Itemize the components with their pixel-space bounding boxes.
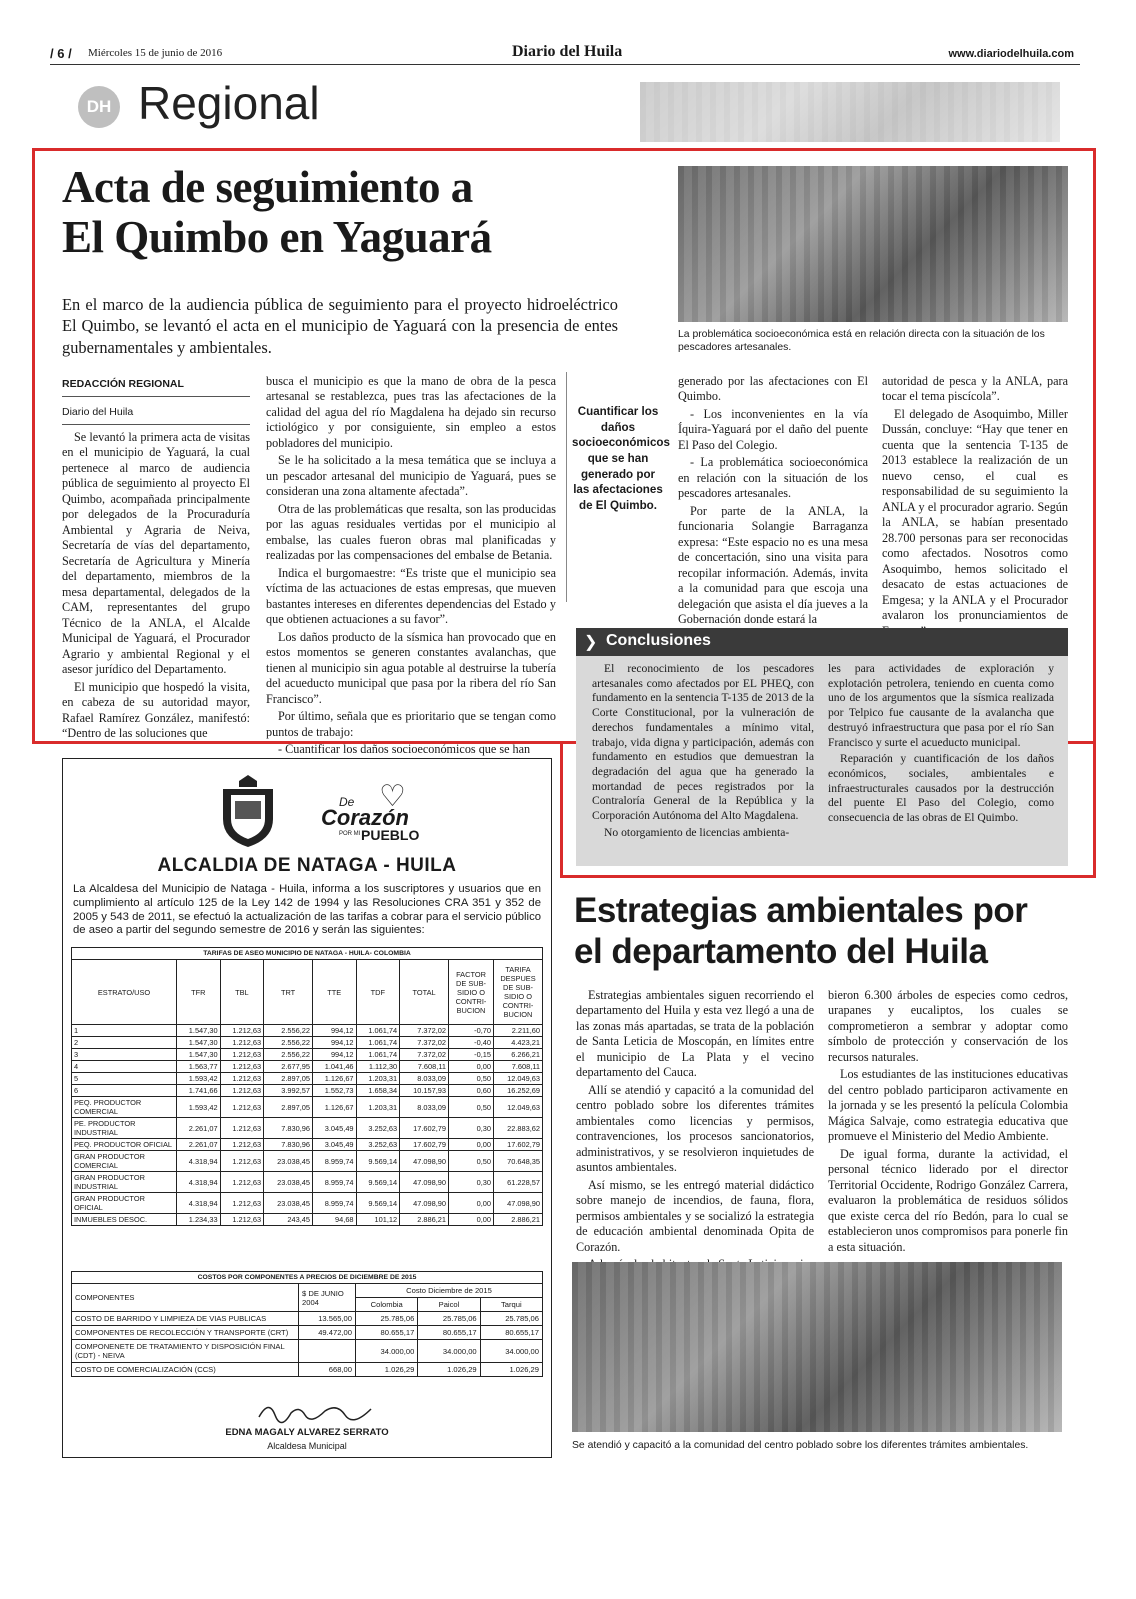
table-cell: 1.061,74: [356, 1025, 400, 1037]
column-header: TOTAL: [400, 960, 449, 1025]
table-cell: 1.212,63: [220, 1073, 264, 1085]
table-cell: 0,50: [449, 1151, 494, 1172]
table-cell: 23.038,45: [264, 1193, 313, 1214]
costos-title: COSTOS POR COMPONENTES A PRECIOS DE DICIEMBRE DE 2015: [71, 1271, 543, 1283]
table-cell: 994,12: [312, 1037, 356, 1049]
table-cell: 994,12: [312, 1049, 356, 1061]
column-header: TARIFA DESPUES DE SUB-SIDIO O CONTRI-BUCION: [494, 960, 543, 1025]
paragraph: No otorgamiento de licencias ambienta-: [604, 825, 790, 839]
page-header: [50, 44, 1080, 65]
column-header: $ DE JUNIO 2004: [299, 1284, 356, 1312]
paragraph: Otra de las problemáticas que resalta, son las producidas por las aguas residuales vertidas por el municipio al embalse, las cuales fueron obras mal planificadas y realizadas por las compensaciones del embalse de Betania.: [266, 501, 556, 563]
table-row: [72, 1214, 543, 1226]
conclusions-title: Conclusiones: [606, 632, 711, 649]
table-cell: 1.212,63: [220, 1118, 264, 1139]
paragraph: Estrategias ambientales siguen recorriendo el departamento del Huila y esta vez llegó a una de las zonas más apartadas, se trata de la población de Santa Leticia de Moscopán, en límites entre el municipio de La Plata y el vecino departamento del Cauca.: [576, 988, 814, 1080]
table-cell: 0,30: [449, 1172, 494, 1193]
column-header: COMPONENTES: [72, 1284, 299, 1312]
table-cell: GRAN PRODUCTOR OFICIAL: [72, 1193, 177, 1214]
table-cell: 8.959,74: [312, 1193, 356, 1214]
article-acta-col1: [62, 430, 250, 744]
table-cell: GRAN PRODUCTOR COMERCIAL: [72, 1151, 177, 1172]
table-cell: 7.830,96: [264, 1118, 313, 1139]
tarifas-title: TARIFAS DE ASEO MUNICIPIO DE NATAGA - HUILA- COLOMBIA: [71, 947, 543, 959]
table-cell: 0,00: [449, 1214, 494, 1226]
paragraph: Por parte de la ANLA, la funcionaria Solangie Barraganza expresa: “Este espacio no es una mesa de concertación, sino una visita para recopilar información. Además, invita a la comunidad para que escoja una delegación que asista el día jueves a la Gobernación donde estará la: [678, 503, 868, 627]
table-cell: 4.318,94: [177, 1172, 221, 1193]
article-estrategias-title-line2: el departamento del Huila: [574, 932, 988, 972]
table-row: [72, 1025, 543, 1037]
table-cell: 2.556,22: [264, 1037, 313, 1049]
column-header: TDF: [356, 960, 400, 1025]
table-cell: 9.569,14: [356, 1151, 400, 1172]
table-row: [72, 1073, 543, 1085]
table-cell: 70.648,35: [494, 1151, 543, 1172]
costos-table: [71, 1283, 543, 1377]
table-cell: 101,12: [356, 1214, 400, 1226]
table-cell: 17.602,79: [494, 1139, 543, 1151]
table-cell: 0,50: [449, 1097, 494, 1118]
table-cell: 3.252,63: [356, 1118, 400, 1139]
table-row: [72, 1097, 543, 1118]
table-cell: 1.552,73: [312, 1085, 356, 1097]
table-row: [72, 1326, 543, 1340]
table-cell: 1.212,63: [220, 1049, 264, 1061]
chevron-right-icon: ❯: [584, 634, 598, 651]
table-cell: 1.212,63: [220, 1097, 264, 1118]
ad-intro: La Alcaldesa del Municipio de Nataga - Huila, informa a los suscriptores y usuarios que en cumplimiento al artículo 125 de la Ley 142 de 1994 y las Resoluciones CRA 351 y 352 de 2005 y 543 de 2011, se efectuó la actualización de las tarifas a cobrar para el servicio público de aseo a partir del segundo semestre de 2016 y serán las siguientes:: [73, 883, 541, 937]
table-cell: -0,40: [449, 1037, 494, 1049]
table-cell: 1.112,30: [356, 1061, 400, 1073]
table-cell: 2.886,21: [494, 1214, 543, 1226]
table-cell: 2.261,07: [177, 1118, 221, 1139]
table-cell: 8.959,74: [312, 1151, 356, 1172]
table-cell: 1.212,63: [220, 1151, 264, 1172]
column-header: TFR: [177, 960, 221, 1025]
table-cell: 7.372,02: [400, 1025, 449, 1037]
table-cell: 16.252,69: [494, 1085, 543, 1097]
article-estrategias-col2: [828, 988, 1068, 1257]
table-row: [72, 1312, 543, 1326]
brand-de: De: [339, 795, 355, 809]
table-cell: 17.602,79: [400, 1118, 449, 1139]
article-acta-title-line2: El Quimbo en Yaguará: [62, 212, 492, 263]
column-header: TTE: [312, 960, 356, 1025]
table-cell: GRAN PRODUCTOR INDUSTRIAL: [72, 1172, 177, 1193]
article-acta-title-line1: Acta de seguimiento a: [62, 162, 473, 212]
table-cell: 2.556,22: [264, 1025, 313, 1037]
pullquote-rule: [566, 372, 567, 602]
column-header: Colombia: [356, 1298, 418, 1312]
table-cell: 3: [72, 1049, 177, 1061]
column-header: FACTOR DE SUB-SIDIO O CONTRI-BUCION: [449, 960, 494, 1025]
masthead-name-a: Diario del: [512, 43, 580, 60]
masthead-name-b: Huila: [584, 43, 623, 60]
table-cell: 0,00: [449, 1061, 494, 1073]
paragraph: autoridad de pesca y la ANLA, para tocar el tema piscícola”.: [882, 374, 1068, 404]
table-cell: 1.203,31: [356, 1073, 400, 1085]
article-estrategias-photo-caption: Se atendió y capacitó a la comunidad del centro poblado sobre los diferentes trámites ambientales.: [572, 1440, 1029, 1451]
source-rule: [62, 424, 250, 425]
table-cell: 3.992,57: [264, 1085, 313, 1097]
table-cell: 2.886,21: [400, 1214, 449, 1226]
table-cell: INMUEBLES DESOC.: [72, 1214, 177, 1226]
table-cell: 1.212,63: [220, 1061, 264, 1073]
table-cell: 4.318,94: [177, 1151, 221, 1172]
website-url: www.diariodelhuila.com: [948, 48, 1074, 60]
table-cell: 243,45: [264, 1214, 313, 1226]
table-cell: COMPONENTES DE RECOLECCIÓN Y TRANSPORTE (CRT): [72, 1326, 299, 1340]
table-header-row: [72, 960, 543, 1025]
paragraph: Se le ha solicitado a la mesa temática que se incluya a un pescador artesanal del municipio de Yaguará, pues se consideran una zona altamente afectada”.: [266, 453, 556, 499]
paragraph: Allí se atendió y capacitó a la comunidad del centro poblado sobre los diferentes trámites ambientales como licencias y permisos, contravenciones, los procesos sancionatorios, administrativos, y se resolvieron inquietudes de asuntos ambientales.: [576, 1082, 814, 1175]
costos-table-wrap: [71, 1271, 543, 1377]
paragraph: El municipio que hospedó la visita, en cabeza de su autoridad mayor, Rafael Ramírez González, manifestó: “Dentro de las soluciones que: [62, 679, 250, 741]
conclusions-box: [576, 628, 1068, 866]
table-cell: 47.098,90: [400, 1172, 449, 1193]
conclusions-col2: [828, 662, 1054, 828]
table-row: [72, 1363, 543, 1377]
table-cell: 23.038,45: [264, 1172, 313, 1193]
table-cell: 1.126,67: [312, 1097, 356, 1118]
table-cell: 2.261,07: [177, 1139, 221, 1151]
paragraph: Así mismo, se les entregó material didáctico sobre manejo de incendios, de fauna, flora, permisos ambientales y se socializó la estrategia de educación ambiental denominada Opita de Corazón.: [576, 1177, 814, 1254]
table-cell: 3.252,63: [356, 1139, 400, 1151]
table-cell: 47.098,90: [400, 1193, 449, 1214]
column-header: Paicol: [418, 1298, 480, 1312]
table-cell: 1.126,67: [312, 1073, 356, 1085]
paragraph: les para actividades de exploración y explotación petrolera, teniendo en cuenta como uno de los argumentos que la sísmica realizada por Telpico fue causante de la avalancha que destruyó infraestructura que pasa por el río San Francisco y surte el acueducto municipal.: [828, 662, 1054, 749]
table-cell: 2.677,95: [264, 1061, 313, 1073]
masthead-name: [512, 43, 622, 61]
brand-pueblo: PUEBLO: [361, 827, 420, 843]
article-acta-pullquote: Cuantificar los daños socioeconómicos que se han generado por las afectaciones de El Quimbo.: [572, 405, 670, 512]
paragraph: El reconocimiento de los pescadores artesanales como afectados por EL PHEQ, con fundamento en la sentencia T-135 de 2013 de la Corte Constitucional, por la vulneración de derechos fundamentales a mínimo vital, trabajo, vida digna y participación, además con fundamento en estudios que demuestran la degradación del agua que ha generado la mortandad de peces registrados por la Contraloría General de la República y la Corporación Autónoma del Alto Magdalena.: [592, 662, 814, 823]
table-cell: 0,00: [449, 1139, 494, 1151]
table-cell: COSTO DE BARRIDO Y LIMPIEZA DE VIAS PUBLICAS: [72, 1312, 299, 1326]
table-cell: 1.212,63: [220, 1172, 264, 1193]
table-cell: COSTO DE COMERCIALIZACIÓN (CCS): [72, 1363, 299, 1377]
page-date: Miércoles 15 de junio de 2016: [88, 47, 223, 59]
article-acta-photo: [678, 166, 1068, 322]
table-cell: 8.033,09: [400, 1097, 449, 1118]
table-cell: 1.026,29: [418, 1363, 480, 1377]
brand-corazon: Corazón: [321, 805, 409, 830]
article-estrategias-title: [574, 890, 1027, 973]
costos-body: [72, 1312, 543, 1377]
table-cell: -0,15: [449, 1049, 494, 1061]
table-cell: 7.608,11: [494, 1061, 543, 1073]
table-cell: 1.547,30: [177, 1049, 221, 1061]
table-cell: 94,68: [312, 1214, 356, 1226]
table-cell: 80.655,17: [418, 1326, 480, 1340]
ad-title: ALCALDIA DE NATAGA - HUILA: [157, 855, 457, 876]
table-cell: [299, 1340, 356, 1363]
table-cell: 1.593,42: [177, 1097, 221, 1118]
table-cell: 1.041,46: [312, 1061, 356, 1073]
table-row: [72, 1340, 543, 1363]
article-estrategias-col1: [576, 988, 814, 1275]
table-cell: 8.033,09: [400, 1073, 449, 1085]
table-header-row: [72, 1284, 543, 1298]
article-acta-source: Diario del Huila: [62, 406, 134, 418]
table-row: [72, 1118, 543, 1139]
heart-icon: ♡: [379, 780, 406, 813]
table-cell: 47.098,90: [400, 1151, 449, 1172]
table-cell: 1.741,66: [177, 1085, 221, 1097]
table-cell: 1.212,63: [220, 1085, 264, 1097]
signature-icon: [255, 1397, 375, 1427]
tarifas-table: [71, 959, 543, 1226]
column-header: Costo Diciembre de 2015: [356, 1284, 543, 1298]
table-cell: 4: [72, 1061, 177, 1073]
article-acta-col2: [266, 374, 556, 760]
table-cell: 47.098,90: [494, 1193, 543, 1214]
table-cell: 34.000,00: [356, 1340, 418, 1363]
table-cell: 1.593,42: [177, 1073, 221, 1085]
table-cell: 8.959,74: [312, 1172, 356, 1193]
table-cell: 1.203,31: [356, 1097, 400, 1118]
conclusions-col1: [592, 662, 814, 843]
page-number: / 6 /: [50, 46, 72, 61]
table-cell: 0,50: [449, 1073, 494, 1085]
table-cell: 1.061,74: [356, 1037, 400, 1049]
table-cell: 0,30: [449, 1118, 494, 1139]
table-row: [72, 1193, 543, 1214]
table-cell: 2.897,05: [264, 1097, 313, 1118]
paragraph: El delegado de Asoquimbo, Miller Dussán, concluye: “Hay que tener en cuenta que la sentencia T-135 de 2013 establece la realización de un nuevo censo, el cual es responsabilidad de su seguimiento la ANLA y el procurador agrario. Según la ANLA, se habían presentado 28.700 personas para ser reconocidas como afectados. Nosotros como Asoquimbo, hemos solicitado el desacato de estas actuaciones de Emgesa; y la ANLA y el Procurador avalaron los pronunciamientos de: [882, 406, 1068, 623]
paragraph: De igual forma, durante la actividad, el personal técnico liderado por el director Territorial Occidente, Rodrigo González Carrera, evaluaron la problemática de residuos sólidos que existe cerca del río Bedón, para lo cual se establecieron unos compromisos para ponerle fin a esta situación.: [828, 1146, 1068, 1254]
table-cell: 994,12: [312, 1025, 356, 1037]
table-cell: 7.608,11: [400, 1061, 449, 1073]
table-cell: 0,60: [449, 1085, 494, 1097]
table-cell: PEQ. PRODUCTOR COMERCIAL: [72, 1097, 177, 1118]
table-cell: 1.061,74: [356, 1049, 400, 1061]
table-cell: 22.883,62: [494, 1118, 543, 1139]
section-title: Regional: [138, 77, 320, 129]
table-cell: 2.897,05: [264, 1073, 313, 1085]
article-acta-col4: [882, 374, 1068, 641]
brand-sub: POR MI: [339, 831, 361, 837]
shield-icon: [217, 773, 279, 849]
table-cell: 2.556,22: [264, 1049, 313, 1061]
table-cell: 2.211,60: [494, 1025, 543, 1037]
table-cell: 1.212,63: [220, 1037, 264, 1049]
table-cell: 12.049,63: [494, 1073, 543, 1085]
table-cell: 25.785,06: [480, 1312, 542, 1326]
section-logo: DH: [78, 86, 120, 128]
table-cell: 17.602,79: [400, 1139, 449, 1151]
table-cell: 1.026,29: [356, 1363, 418, 1377]
column-header: ESTRATO/USO: [72, 960, 177, 1025]
table-cell: 7.372,02: [400, 1049, 449, 1061]
table-cell: 25.785,06: [356, 1312, 418, 1326]
paragraph: Indica el burgomaestre: “Es triste que el municipio sea víctima de las actuaciones de estas empresas, que mueven bastantes intereses en diferentes dependencias del Estado y que obtienen actuaciones a su favor”.: [266, 565, 556, 627]
ad-signer-role: Alcaldesa Municipal: [267, 1441, 347, 1451]
table-cell: 80.655,17: [356, 1326, 418, 1340]
table-cell: 4.318,94: [177, 1193, 221, 1214]
paragraph: Reparación y cuantificación de los daños económicos, sociales, ambientales e infraestructurales causados por la destrucción del puente El Paso del Colegio, como consecuencia de las obras de El Quimbo.: [828, 752, 1054, 825]
table-row: [72, 1037, 543, 1049]
paragraph: Se levantó la primera acta de visitas en el municipio de Yaguará, la cual pertenece al marco de audiencia pública de seguimiento al proyecto El Quimbo, acompañada principalmente por delegados de la Procuraduría Ambiental y Agraria de Neiva, Secretaría de vías del departamento, Secretaría de Agricultura y Minería del departamento, miembros de la mesa departamental, delegados de la CAM, representantes del grupo Técnico de la ANLA, el Alcalde Municipal de Yaguará, el Procurador Agrario y ambiental Regional y el asesor jurídico del Departamento.: [62, 430, 250, 677]
tarifas-table-wrap: [71, 947, 543, 1226]
header-decoration-photo: [640, 82, 1060, 142]
column-header: TBL: [220, 960, 264, 1025]
table-cell: 9.569,14: [356, 1172, 400, 1193]
table-cell: 25.785,06: [418, 1312, 480, 1326]
table-cell: 2: [72, 1037, 177, 1049]
paragraph: busca el municipio es que la mano de obra de la pesca artesanal se restablezca, pues tras las afectaciones de la calidad del agua del río Magdalena ha dejado sin recurso ictiológico y por consiguiente, sin empleo a estos pobladores del municipio.: [266, 374, 556, 450]
paragraph: Los daños producto de la sísmica han provocado que en estos momentos se generen constantes avalanchas, que tienen al municipio sin agua potable al destruirse la tubería del acueducto municipal que pasa por la ribera del río San Francisco”.: [266, 629, 556, 706]
table-cell: 9.569,14: [356, 1193, 400, 1214]
paragraph: generado por las afectaciones con El Quimbo.: [678, 374, 868, 404]
table-row: [72, 1172, 543, 1193]
table-cell: 49.472,00: [299, 1326, 356, 1340]
ad-brand-logo: [309, 779, 429, 849]
paragraph: - Los inconvenientes en la vía Íquira-Yaguará por el daño del puente El Paso del Colegio.: [678, 406, 868, 452]
article-acta-byline: REDACCIÓN REGIONAL: [62, 378, 184, 390]
paragraph: Por último, señala que es prioritario que se tengan como puntos de trabajo:: [266, 709, 556, 739]
table-cell: -0,70: [449, 1025, 494, 1037]
article-acta-lead: En el marco de la audiencia pública de seguimiento para el proyecto hidroeléctrico El Quimbo, se levantó el acta en el municipio de Yaguará con la presencia de entes gubernamentales y ambientales.: [62, 295, 618, 357]
article-acta-photo-caption: La problemática socioeconómica está en relación directa con la situación de los pescadores artesanales.: [678, 329, 1045, 353]
table-cell: 3.045,49: [312, 1139, 356, 1151]
table-cell: 3.045,49: [312, 1118, 356, 1139]
table-cell: 34.000,00: [480, 1340, 542, 1363]
table-cell: 1.234,33: [177, 1214, 221, 1226]
table-cell: 6: [72, 1085, 177, 1097]
column-header: TRT: [264, 960, 313, 1025]
article-acta-title: [62, 162, 492, 263]
article-estrategias-photo: [572, 1262, 1062, 1432]
table-cell: 4.423,21: [494, 1037, 543, 1049]
ad-nataga: [62, 758, 552, 1458]
paragraph: - La problemática socioeconómica en relación con la situación de los pescadores artesanales.: [678, 455, 868, 501]
article-acta-col3: [678, 374, 868, 630]
article-estrategias-title-line1: Estrategias ambientales por: [574, 891, 1028, 930]
tarifas-body: [72, 1025, 543, 1226]
table-cell: 13.565,00: [299, 1312, 356, 1326]
table-cell: 80.655,17: [480, 1326, 542, 1340]
table-cell: 34.000,00: [418, 1340, 480, 1363]
table-cell: 1.212,63: [220, 1214, 264, 1226]
table-cell: 10.157,93: [400, 1085, 449, 1097]
table-cell: 1.026,29: [480, 1363, 542, 1377]
table-cell: PEQ. PRODUCTOR OFICIAL: [72, 1139, 177, 1151]
table-cell: 6.266,21: [494, 1049, 543, 1061]
table-cell: 7.830,96: [264, 1139, 313, 1151]
conclusions-header: [576, 628, 1068, 656]
table-cell: 668,00: [299, 1363, 356, 1377]
paragraph: bieron 6.300 árboles de especies como cedros, urapanes y eucaliptos, los cuales se comprometieron a sembrar y adoptar como símbolo de protección y conservación de los recursos naturales.: [828, 988, 1068, 1064]
table-row: [72, 1061, 543, 1073]
table-cell: 1.212,63: [220, 1025, 264, 1037]
table-cell: 12.049,63: [494, 1097, 543, 1118]
table-cell: 1.547,30: [177, 1037, 221, 1049]
table-row: [72, 1085, 543, 1097]
table-cell: 1.547,30: [177, 1025, 221, 1037]
table-cell: 7.372,02: [400, 1037, 449, 1049]
column-header: Tarqui: [480, 1298, 542, 1312]
table-cell: 61.228,57: [494, 1172, 543, 1193]
table-cell: 1.563,77: [177, 1061, 221, 1073]
table-cell: 23.038,45: [264, 1151, 313, 1172]
byline-rule: [62, 396, 250, 397]
table-cell: PE. PRODUCTOR INDUSTRIAL: [72, 1118, 177, 1139]
table-row: [72, 1151, 543, 1172]
table-cell: 1: [72, 1025, 177, 1037]
table-cell: 1.658,34: [356, 1085, 400, 1097]
table-cell: 5: [72, 1073, 177, 1085]
paragraph: - Cuantificar los daños socioeconómicos que se han: [278, 742, 531, 757]
table-cell: 1.212,63: [220, 1193, 264, 1214]
paragraph: Los estudiantes de las instituciones educativas del centro poblado participaron activamente en la jornada y se les presentó la película Colombia Mágica Salvaje, como estrategia educativa que promueve el Ministerio del Medio Ambiente.: [828, 1067, 1068, 1144]
table-row: [72, 1139, 543, 1151]
table-cell: 0,00: [449, 1193, 494, 1214]
table-row: [72, 1049, 543, 1061]
ad-signer: EDNA MAGALY ALVAREZ SERRATO: [225, 1427, 389, 1438]
table-cell: 1.212,63: [220, 1139, 264, 1151]
table-cell: COMPONENETE DE TRATAMIENTO Y DISPOSICIÓN FINAL (CDT) - NEIVA: [72, 1340, 299, 1363]
